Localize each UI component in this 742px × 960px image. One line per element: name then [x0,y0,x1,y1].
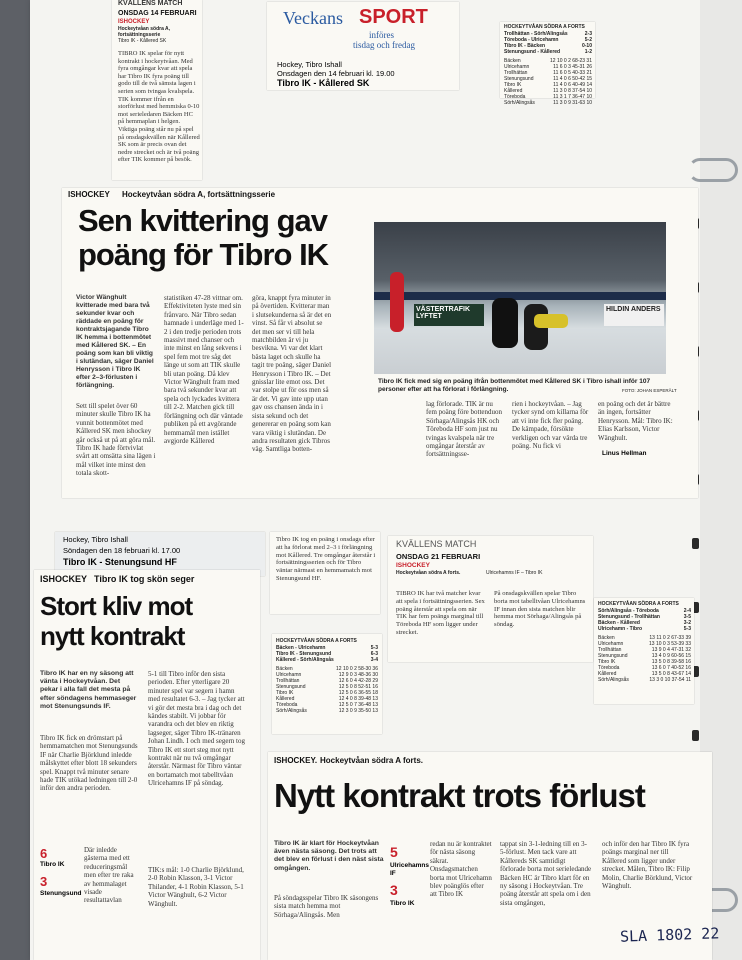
team-stats: 13 11 0 2 67-33 39 [649,635,691,641]
goals: TIK:s mål: 1-0 Charlie Björklund, 2-0 Robin Klasson, 3-1 Victor Thilander, 4-1 Robin Klasson, 5-1 Victor Wänghult, 6-2 Victor Wänghult. [148,866,244,908]
kicker-ishockey: ISHOCKEY [40,574,88,584]
team-stats: 11 6 0 5 40-33 21 [553,70,592,76]
binder-ring-top [688,158,738,182]
date: ONSDAG 14 FEBRUARI [118,10,197,17]
standings-table [598,608,691,683]
team-stats: 11 3 1 7 36-47 10 [553,94,592,100]
team-name: Bäcken [598,635,615,641]
team-stats: 12 5 0 6 36-55 18 [338,690,378,696]
team-name: Stenungsund [276,684,306,690]
team-away: Stenungsund [40,890,82,897]
team-stats: 11 4 0 6 40-49 14 [553,82,592,88]
score-home: 6 [40,846,48,861]
result-match: Stenungsund - Trollhättan [598,614,660,620]
clipping-standings-1 [500,22,595,106]
team-home: Ulricehamns IF [390,862,430,877]
team-name: Ulricehamn [598,641,624,647]
standings-table [276,645,378,714]
col1: Sett till spelet över 60 minuter skulle Tibro IK ha vunnit bottenmötet med Kållered SK men ishockey går också ut på att göra mål. Tibro IK hade förtvivlat svårt att omsätta sina lägen i mål vilket inte minst den totala skott- [76,402,156,478]
col3: göra, knappt fyra minuter in på övertiden. Kvitterar man i slutsekunderna så är det en vinst. Så får vi absolut se det men ser vi till hela matchbilden är vi ju besvikna. Vi var det klart bästa laget och skulle ha tagit tre poäng, säger Daniel Henrysson i Tibro IK. – Det gnisslar lite emot oss. Det var stolpe ut för oss men så är det. Vi gav inte upp utan gav oss chansen ända in i sista sekund och det genererar en poäng som kan vara viktig i slutändan. De andra resultaten gick Tibros väg. Samtliga botten- [252,294,332,454]
team-stats: 11 4 0 6 50-42 15 [553,76,592,82]
line1: Hockey, Tibro Ishall [63,535,128,544]
match: Tibro IK - Kållered SK [118,38,167,44]
table-row [598,677,691,683]
photo-hockey-game [374,222,666,374]
col1: TIBRO IK har två matcher kvar att spela i fortsättningsserien. Sex poäng återstår att spela om när TIK har fem poängs marginal till Töreboda HF som ligger under strecket. [396,590,485,636]
result-score: 2-4 [683,608,691,614]
player-black [492,298,518,348]
team-name: Ulricehamn [276,672,302,678]
team-stats: 13 10 0 3 53-39 33 [649,641,691,647]
table-row [504,100,592,106]
team-stats: 11 6 0 3 45-31 26 [553,64,592,70]
team-name: Stenungsund [504,76,534,82]
team-name: Töreboda [504,94,526,100]
label: ISHOCKEY [396,562,430,569]
score-away: 3 [390,882,398,898]
team-stats: 13 6 0 7 40-52 16 [651,665,691,671]
team-stats: 12 10 0 2 58-30 36 [336,666,378,672]
result-score: 1-2 [584,49,592,55]
team-name: Tibro IK [276,690,294,696]
headline-line2: poäng för Tibro IK [78,237,329,272]
line2: Onsdagen den 14 februari kl. 19.00 [277,69,395,78]
punch-hole [692,730,699,741]
clipping-second-article [34,570,260,960]
team-name: Kållered [598,671,617,677]
match: Ulricehamns IF – Tibro IK [486,570,543,576]
rink-board-ad: VÄSTERTRAFIK LYFTET [414,304,484,326]
team-stats: 12 5 0 7 36-48 13 [338,702,378,708]
result-score: 6-3 [370,651,378,657]
team-stats: 12 3 0 9 35-50 13 [338,708,378,714]
byline: Linus Hellman [602,450,647,457]
headline-line1: Stort kliv mot [40,591,193,621]
team-name: Sörh/Alingsås [276,708,307,714]
score-home: 5 [390,844,398,860]
clipping-standings-2 [272,634,382,734]
brief-text: Tibro IK tog en poäng i onsdags efter att ha förlorat med 2–3 i förlängning mot Kållered. Tre omgångar återstår i fortsättningsserien och för Tibro väntar närmast en hemmamatch mot Stenungsund HF. [276,536,376,582]
title-veckans: Veckans [283,8,343,28]
clipping-main-article [62,188,698,498]
league: Hockeytvåan södra A, fortsättningsserie [118,26,171,38]
line2: Söndagen den 18 februari kl. 17.00 [63,546,181,555]
clipping-veckans-sport [267,2,459,90]
punch-hole [692,538,699,549]
team-stats: 12 9 0 3 48-36 30 [338,672,378,678]
team-name: Bäcken [276,666,293,672]
col2: 5-1 till Tibro inför den sista perioden. Efter ytterligare 20 minuter spel var segern i hamn med resultatet 6-3. – Jag tycker att vi gör det mesta bra i dag och det kändes stabilt. Vi jobbar för varandra och det blev en riktig lagseger, säger Tibro IK-tränaren Johan Lindh. I och med segern tog Tibro IK ett stort steg mot nytt kontrakt när nu två omgångar återstår. Närmast för Tibro väntar en bortamatch mot tabelltvåan Ulricehamns IF på söndag. [148,670,246,788]
clipping-kvallens-match-2 [388,536,593,662]
team-name: Sörh/Alingsås [598,677,629,683]
team-name: Ulricehamn [504,64,530,70]
standings-table [504,31,592,106]
lead: Tibro IK är klart för Hockeytvåan även nästa säsong. Det trots att det blev en förlust i den näst sista omgången. [274,840,384,872]
photo-credit: FOTO: JOHAN ESPERÄLT [622,388,677,393]
team-away: Tibro IK [390,900,415,907]
team-name: Bäcken [504,58,521,64]
team-stats: 12 10 0 2 68-23 31 [550,58,592,64]
label: ISHOCKEY [118,19,150,25]
team-home: Tibro IK [40,861,65,868]
table-row [276,708,378,714]
result-match: Bäcken - Kållered [598,620,640,626]
body: TIBRO IK spelar för nytt kontrakt i hockeytvåan. Med fyra omgångar kvar att spela har Tibro IK fyra poäng till godo till de två sämsta lagen i serien som tvingas kvalspela. TIK kommer ifrån en storförlust med hemmiska 0-10 mot serieledaren Bäcken HC på hemmaplan i helgen. Viktiga poäng står nu på spel på onsdagskvällen när Kållered SK som är precis ovan det nedre strecket och är två poäng efter TIK kommer på besök. [118,50,200,164]
team-name: Tibro IK [504,82,522,88]
standings-title: HOCKEYTVÅAN SÖDRA A FORTS [276,638,357,644]
result-score: 5-3 [683,626,691,632]
col3: tappat sin 3-1-ledning till en 3-5-förlust. Men tack vare att Kållereds SK samtidigt förlorade borta mot serieledande Bäcken HC är Tibro klart för en ny säsong i Hockeytvåan. Tre poäng återstår att spela om i den sista omgången, [500,840,592,907]
team-name: Trollhättan [598,647,622,653]
sub2: tisdag och fredag [353,40,415,50]
team-stats: 11 3 0 8 37-54 10 [553,88,592,94]
team-stats: 13 5 0 8 43-67 14 [651,671,691,677]
result-score: 0-10 [581,43,592,49]
team-name: Töreboda [598,665,620,671]
result-match: Sörh/Alingsås - Töreboda [598,608,659,614]
result-match: Ulricehamn - Tibro [598,626,643,632]
col2: statistiken 47-28 vittnar om. Effektiviteten lyste med sin frånvaro. När Tibro sedan hamnade i underläge med 1-2 i den tredje perioden trots massivt med chanser och inte minst en lång sekvens i spel fem mot tre såg det länge ut som att TIK skulle bli utan poäng. Då klev Victor Wänghult fram med bara två sekunder kvar att spela och lyckades kvittera till 2-2. Matchen gick till förlängning och där väntade publiken på ett avgörande hemmamål men istället avgjorde Kållered [164,294,244,445]
team-stats: 12 4 0 8 39-48 13 [338,696,378,702]
clipping-standings-3 [594,598,694,704]
team-name: Sörh/Alingsås [504,100,535,106]
kicker-series: Hockeytvåan södra A, fortsättningsserie [122,190,276,199]
result-match: Bäcken - Ulricehamn [276,645,326,651]
score-away: 3 [40,874,48,889]
date: ONSDAG 21 FEBRUARI [396,552,481,561]
kicker: KVÄLLENS MATCH [396,539,477,549]
result-match: Kållered - Sörh/Alingsås [276,657,334,663]
line3: Tibro IK - Stenungsund HF [63,557,177,567]
sub1: införes [369,30,394,40]
kicker-ishockey: ISHOCKEY. [274,756,318,765]
col2: På onsdagskvällen spelar Tibro borta mot tabelltvåan Ulricehamns IF innan den sista matchen blir hemma mot Sörhaga/Alingsås på söndag. [494,590,586,629]
result-score: 3-4 [370,657,378,663]
jersey-yellow [534,314,568,328]
team-stats: 13 9 0 4 47-31 32 [651,647,691,653]
col1b: Där inledde gästerna med ett reduceringsmål men efter tre raka av hemmalaget visade resultattavlan [84,846,134,905]
line1: Hockey, Tibro Ishall [277,60,342,69]
kicker-ishockey: ISHOCKEY [68,190,110,199]
col1: På söndagsspelar Tibro IK säsongens sista match hemma mot Sörhaga/Alingsås. Men [274,894,379,919]
result-match: Töreboda - Ulricehamn [504,37,559,43]
col6: en poäng och det är bättre än ingen, fortsätter Henrysson. Mål: Tibro IK: Elias Karlsson, Victor Wänghult. [598,400,673,442]
result-score: 5-3 [370,645,378,651]
kicker: KVÄLLENS MATCH [118,0,183,7]
lead: Victor Wänghult kvitterade med bara två sekunder kvar och räddade en poäng för kontraktsjagande Tibro IK hemma i bottenmötet med Kållered SK. – En poäng som kan bli viktig i slutändan, säger Daniel Henrysson i Tibro IK efter 2–3-förlusten i förlängning. [76,294,154,389]
headline-line1: Sen kvittering gav [78,203,328,238]
team-name: Kållered [276,696,295,702]
col1: Tibro IK fick en drömstart på hemmamatchen mot Stenungsunds IF när Charlie Björklund inledde målskyttet efter blott 18 sekunders spel. Knappt två minuter senare hade TIK utökad ledningen till 2-0 inför den andra perioden. [40,734,138,793]
headline-line2: nytt kontrakt [40,621,185,651]
title-sport: SPORT [359,6,428,28]
player-red [390,272,404,332]
col2: redan nu är kontraktet för nästa säsong säkrat. Onsdagsmatchen borta mot Ulricehamn blev poänglös efter att Tibro IK [430,840,492,899]
result-score: 5-2 [584,37,592,43]
team-stats: 12 5 0 8 52-51 16 [338,684,378,690]
result-match: Tibro IK - Bäcken [504,43,546,49]
result-score: 2-3 [584,31,592,37]
team-name: Töreboda [276,702,298,708]
league: Hockeytvåan södra A forts. [396,570,461,576]
lead: Tibro IK har en ny säsong att vänta i Hockeytvåan. Det pekar i alla fall det mesta på efter söndagens hemmaseger mot Stenungsunds IF. [40,670,137,710]
col5: rien i hockeytvåan. – Jag tycker synd om killarna för att vi inte fick fler poäng. De kämpade, försökte verkligen och var värda tre poäng. Nu fick vi [512,400,589,451]
handwritten-note: SLA 1802 22 [619,924,720,946]
result-match: Stenungsund - Kållered [504,49,561,55]
col4: lag förlorade. TIK är nu fem poäng före bottenduon Sörhaga/Alingsås HK och Töreboda HF som just nu tvingas kvalspela när tre omgångar återstår av fortsättningsse- [426,400,503,459]
line3: Tibro IK - Kållered SK [277,78,370,88]
kicker-league: Hockeytvåan södra A forts. [320,756,423,765]
team-stats: 12 6 0 4 42-28 29 [338,678,378,684]
team-stats: 11 3 0 9 31-63 10 [553,100,592,106]
result-match: Trollhättan - Sörh/Alingsås [504,31,568,37]
team-stats: 13 5 0 8 39-58 16 [651,659,691,665]
team-name: Kållered [504,88,523,94]
headline: Nytt kontrakt trots förlust [274,777,645,814]
photo-caption: Tibro IK fick med sig en poäng ifrån bottenmötet med Kållered SK i Tibro ishall inför 107 personer efter att ha förlorat i förlängning. [378,378,651,393]
result-match: Tibro IK - Stenungsund [276,651,332,657]
rink-board-ad: HILDIN ANDERS [604,304,664,326]
result-score: 3-5 [683,614,691,620]
team-name: Trollhättan [276,678,300,684]
col4: och inför den har Tibro IK fyra poängs marginal ner till Kållered som ligger under strecket. Målen, Tibro IK: Filip Molin, Charlie Börklund, Victor Wänghult. [602,840,693,891]
clipping-brief [270,532,380,614]
clipping-kvallens-match-1 [112,0,202,180]
standings-title: HOCKEYTVÅAN SÖDRA A FORTS [504,24,585,30]
result-score: 3-2 [683,620,691,626]
kicker-title: Tibro IK tog skön seger [94,574,195,584]
team-name: Trollhättan [504,70,528,76]
team-name: Stenungsund [598,653,628,659]
standings-title: HOCKEYTVÅAN SÖDRA A FORTS [598,601,679,607]
team-stats: 13 4 0 9 60-56 15 [651,653,691,659]
team-name: Tibro IK [598,659,616,665]
team-stats: 13 3 0 10 37-54 11 [649,677,691,683]
